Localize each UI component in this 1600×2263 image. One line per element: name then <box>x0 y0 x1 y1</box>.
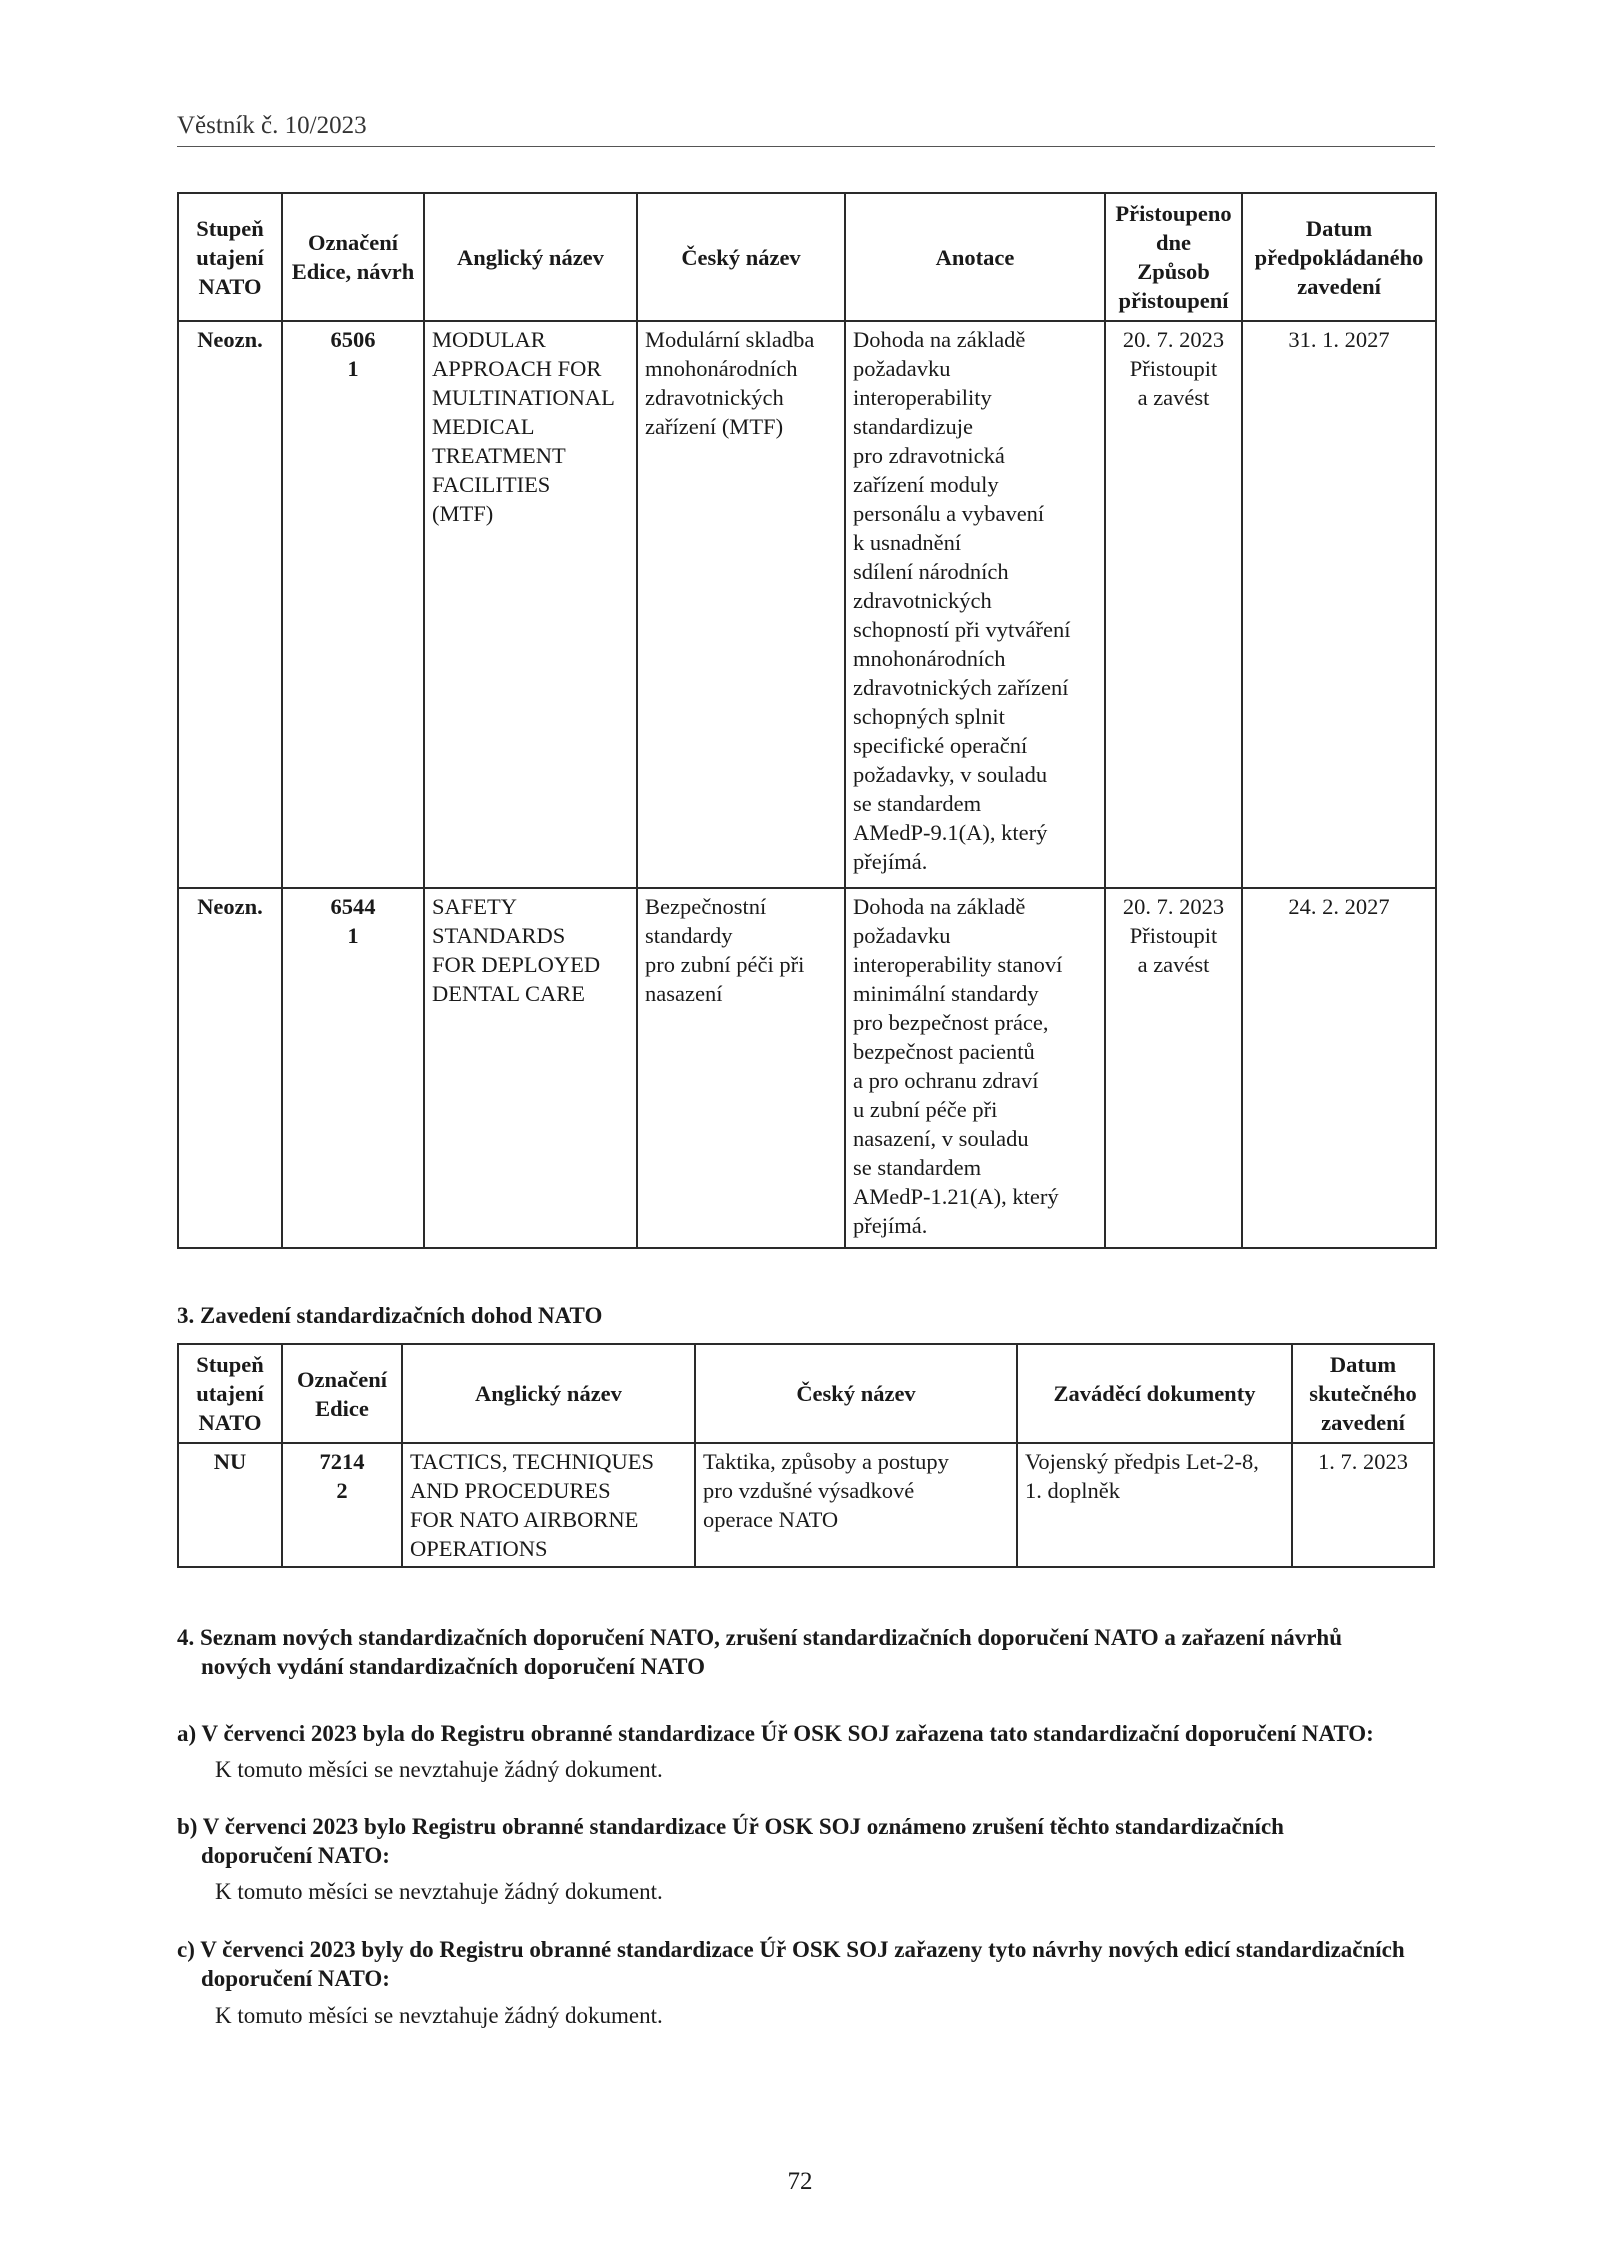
col-header-zavadeci: Zaváděcí dokumenty <box>1017 1344 1292 1443</box>
cell-anotace: Dohoda na základě požadavku interoperability standardizuje pro zdravotnická zařízení moduly personálu a vybavení k usnadnění sdílení národních zdravotnických schopností při vytváření mnohonárodních zdravotnických zařízení schopných splnit specifické operační požadavky, v souladu se standardem AMedP-9.1(A), který přejímá. <box>845 321 1105 888</box>
cell-anotace: Dohoda na základě požadavku interoperability stanoví minimální standardy pro bezpečnost práce, bezpečnost pacientů a pro ochranu zdraví u zubní péče při nasazení, v souladu se standardem AMedP-1.21(A), který přejímá. <box>845 888 1105 1248</box>
section-3-title: 3. Zavedení standardizačních dohod NATO <box>177 1303 603 1328</box>
cell-cesky: Taktika, způsoby a postupy pro vzdušné výsadkové operace NATO <box>695 1443 1017 1567</box>
cell-datum: 24. 2. 2027 <box>1242 888 1436 1248</box>
col-header-anglicky: Anglický název <box>402 1344 695 1443</box>
paragraph-b-note: K tomuto měsíci se nevztahuje žádný dokument. <box>215 1879 663 1904</box>
cell-pristoupeno: 20. 7. 2023 Přistoupit a zavést <box>1105 888 1242 1248</box>
col-header-anotace: Anotace <box>845 193 1105 321</box>
table-row <box>178 1443 1434 1567</box>
cell-oznaceni: 6544 1 <box>282 888 424 1248</box>
cell-oznaceni: 7214 2 <box>282 1443 402 1567</box>
col-header-datum: Datum předpokládaného zavedení <box>1242 193 1436 321</box>
table-header-row <box>178 1344 1434 1443</box>
cell-stupen: Neozn. <box>178 888 282 1248</box>
cell-datum: 31. 1. 2027 <box>1242 321 1436 888</box>
cell-datum: 1. 7. 2023 <box>1292 1443 1434 1567</box>
page-number: 72 <box>787 2168 813 2195</box>
table-row <box>178 888 1436 1248</box>
cell-pristoupeno: 20. 7. 2023 Přistoupit a zavést <box>1105 321 1242 888</box>
paragraph-a: a) V červenci 2023 byla do Registru obranné standardizace Úř OSK SOJ zařazena tato standardizační doporučení NATO: <box>177 1721 1374 1746</box>
cell-cesky: Bezpečnostní standardy pro zubní péči při nasazení <box>637 888 845 1248</box>
col-header-pristoupeno: Přistoupeno dne Způsob přistoupení <box>1105 193 1242 321</box>
col-header-anglicky: Anglický název <box>424 193 637 321</box>
page-header: Věstník č. 10/2023 <box>177 112 1435 147</box>
table-header-row <box>178 193 1436 321</box>
section-4-title: 4. Seznam nových standardizačních doporučení NATO, zrušení standardizačních doporučení NATO a zařazení návrhů nových vydání standardizačních doporučení NATO <box>177 1625 1342 1679</box>
table-row <box>178 321 1436 888</box>
cell-anglicky: TACTICS, TECHNIQUES AND PROCEDURES FOR NATO AIRBORNE OPERATIONS <box>402 1443 695 1567</box>
cell-cesky: Modulární skladba mnohonárodních zdravotnických zařízení (MTF) <box>637 321 845 888</box>
cell-oznaceni: 6506 1 <box>282 321 424 888</box>
col-header-cesky: Český název <box>695 1344 1017 1443</box>
cell-stupen: NU <box>178 1443 282 1567</box>
col-header-oznaceni: Označení Edice, návrh <box>282 193 424 321</box>
cell-stupen: Neozn. <box>178 321 282 888</box>
cell-anglicky: SAFETY STANDARDS FOR DEPLOYED DENTAL CARE <box>424 888 637 1248</box>
cell-anglicky: MODULAR APPROACH FOR MULTINATIONAL MEDICAL TREATMENT FACILITIES (MTF) <box>424 321 637 888</box>
col-header-oznaceni: Označení Edice <box>282 1344 402 1443</box>
col-header-cesky: Český název <box>637 193 845 321</box>
paragraph-b: b) V červenci 2023 bylo Registru obranné standardizace Úř OSK SOJ oznámeno zrušení těchto standardizačních doporučení NATO: <box>177 1814 1284 1868</box>
cell-zavadeci: Vojenský předpis Let-2-8, 1. doplněk <box>1017 1443 1292 1567</box>
col-header-stupen: Stupeň utajení NATO <box>178 193 282 321</box>
col-header-datum: Datum skutečného zavedení <box>1292 1344 1434 1443</box>
paragraph-c-note: K tomuto měsíci se nevztahuje žádný dokument. <box>215 2003 663 2028</box>
standards-accession-table <box>177 192 1437 1249</box>
col-header-stupen: Stupeň utajení NATO <box>178 1344 282 1443</box>
standards-implementation-table <box>177 1343 1435 1568</box>
paragraph-c: c) V červenci 2023 byly do Registru obranné standardizace Úř OSK SOJ zařazeny tyto návrhy nových edicí standardizačních doporučení NATO: <box>177 1937 1405 1991</box>
paragraph-a-note: K tomuto měsíci se nevztahuje žádný dokument. <box>215 1757 663 1782</box>
